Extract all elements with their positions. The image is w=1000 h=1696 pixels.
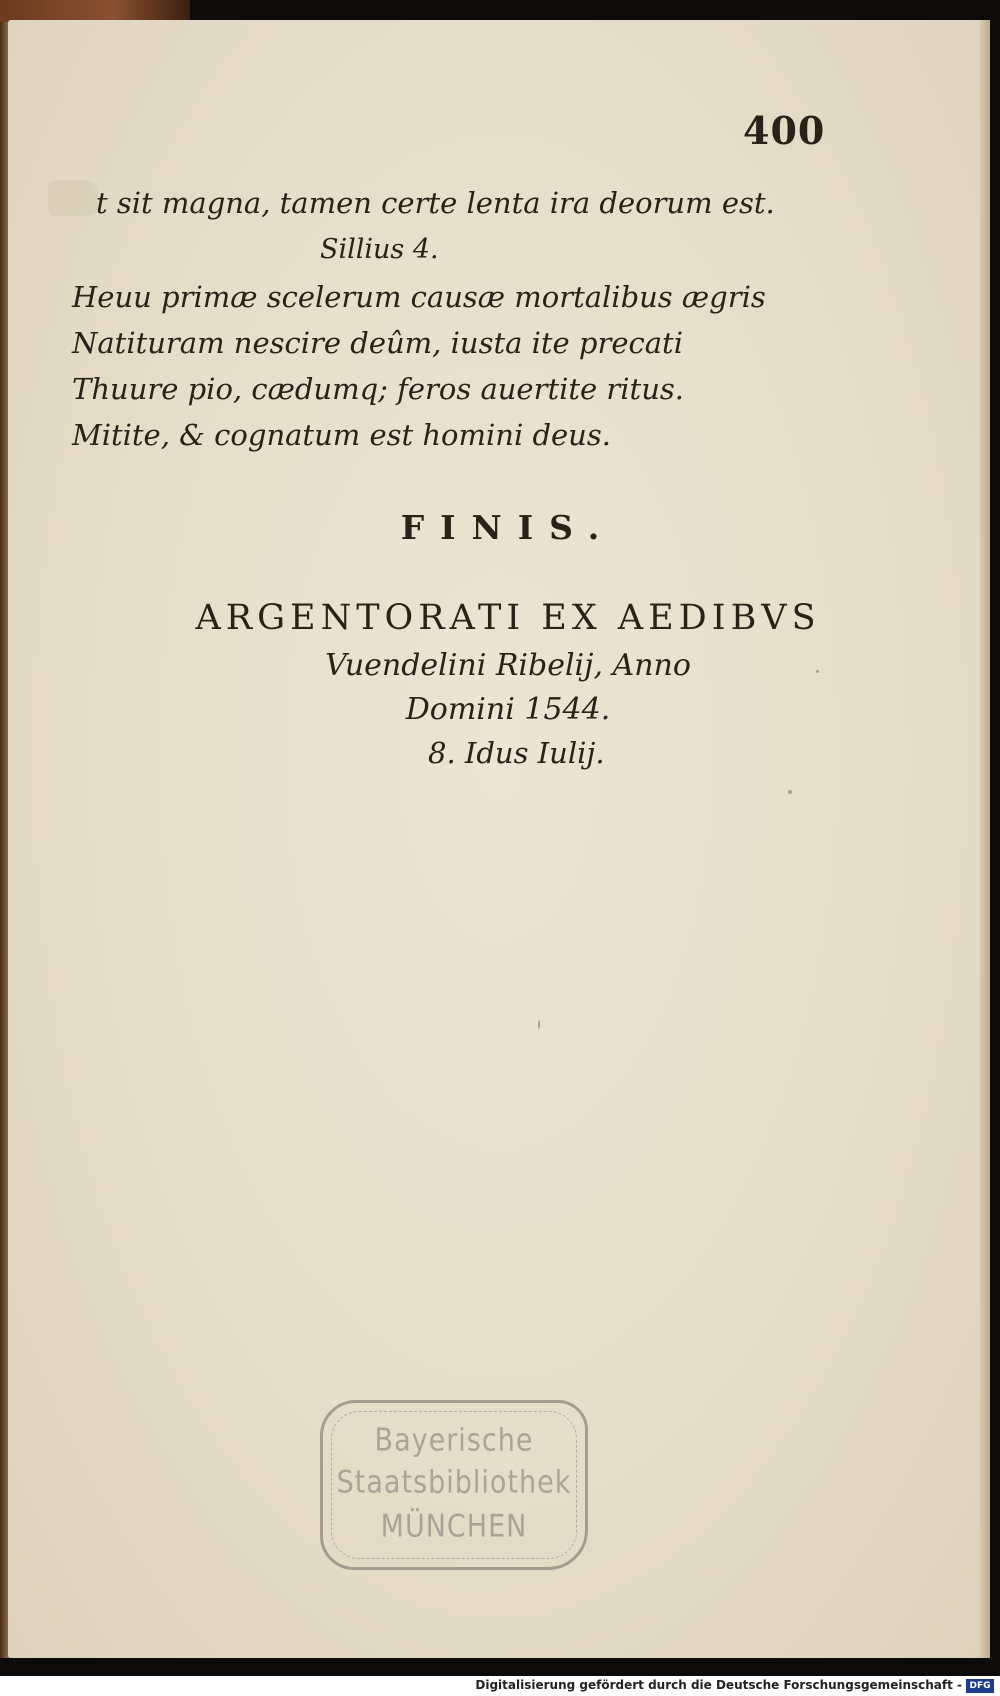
paper-speck [788, 790, 792, 794]
verse-line-1: t sit magna, tamen certe lenta ira deorum est. [96, 186, 775, 220]
verse-line-5: Mitite, & cognatum est homini deus. [72, 418, 611, 452]
stamp-line-3: MÜNCHEN [380, 1508, 528, 1545]
paper-damage [48, 180, 98, 216]
page-number: 400 [743, 108, 826, 153]
page-edge [980, 20, 990, 1658]
colophon-line-2: Vuendelini Ribelij, Anno [325, 648, 691, 683]
stamp-line-2: Staatsbibliothek [336, 1464, 572, 1501]
dfg-logo-icon: DFG [966, 1679, 994, 1693]
library-stamp [320, 1400, 588, 1570]
verse-source: Sillius 4. [320, 234, 439, 265]
colophon-line-1: ARGENTORATI EX AEDIBVS [195, 598, 821, 638]
finis-heading: FINIS. [400, 508, 616, 547]
colophon-line-3: Domini 1544. [405, 692, 611, 727]
footer-bar [0, 1676, 1000, 1696]
colophon-line-4: 8. Idus Iulij. [428, 736, 605, 770]
verse-line-2: Heuu primæ scelerum causæ mortalibus ægris [72, 280, 766, 314]
paper-speck [816, 670, 819, 673]
book-cover-edge [0, 0, 190, 22]
stamp-line-1: Bayerische [374, 1422, 534, 1459]
book-page [8, 20, 990, 1658]
verse-line-3: Natituram nescire deûm, iusta ite precati [72, 326, 683, 360]
verse-line-4: Thuure pio, cædumq; feros auertite ritus. [72, 372, 684, 406]
footer-credit: Digitalisierung gefördert durch die Deutsche Forschungsgemeinschaft - [475, 1678, 962, 1692]
paper-speck [538, 1020, 540, 1029]
